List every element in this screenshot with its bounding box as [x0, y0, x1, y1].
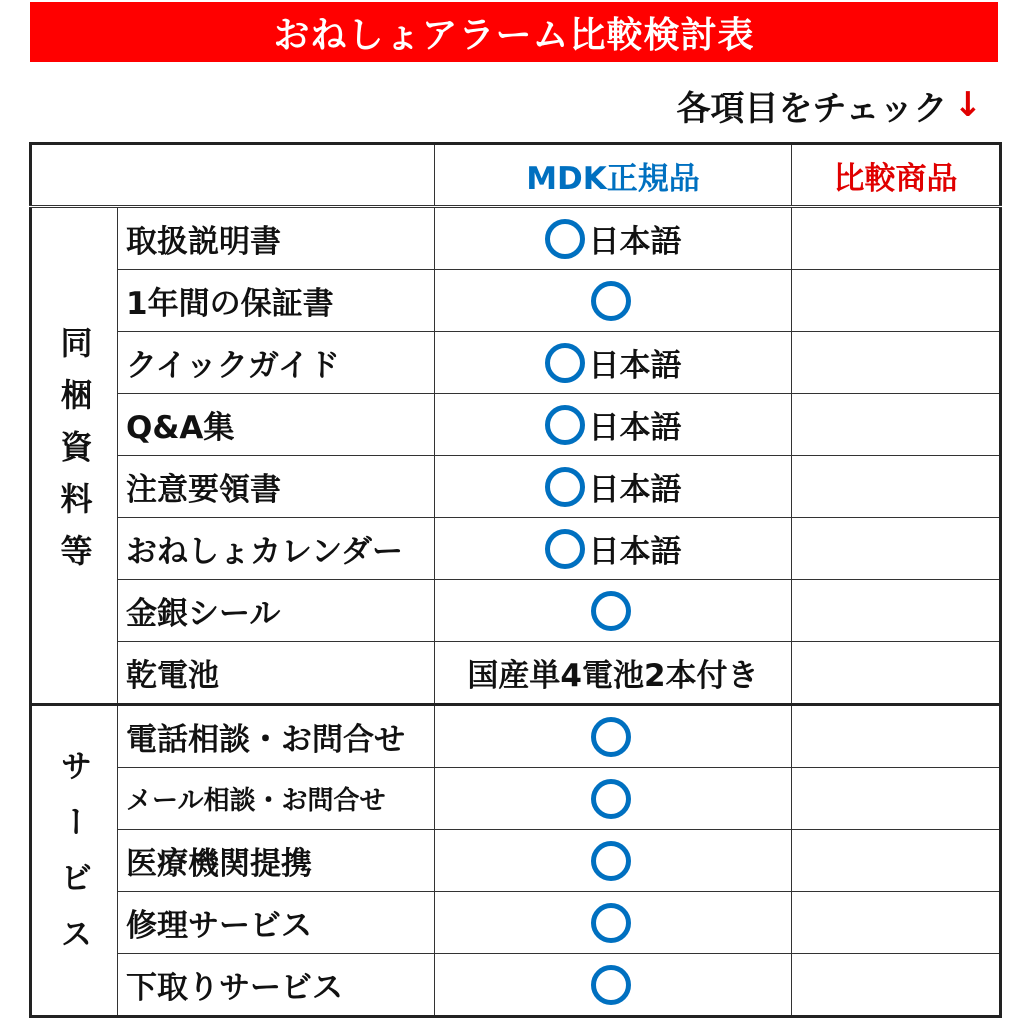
compare-value-cell[interactable]: [792, 518, 1001, 580]
header-mdk: MDK正規品: [435, 144, 792, 207]
circle-mark-icon: [545, 405, 585, 445]
mdk-value: [435, 954, 792, 1017]
compare-value-cell[interactable]: [792, 705, 1001, 768]
group-label-text: 同梱資料等: [55, 325, 94, 586]
table-row: [31, 768, 1001, 830]
mdk-value-text: 日本語: [588, 348, 682, 384]
compare-value-cell[interactable]: [792, 830, 1001, 892]
circle-mark-icon: [545, 343, 585, 383]
mdk-value: [435, 332, 792, 394]
item-label: Q&A集: [118, 394, 435, 456]
item-label: 乾電池: [118, 642, 435, 705]
mdk-value: [435, 768, 792, 830]
table-row: [31, 830, 1001, 892]
circle-mark-icon: [591, 903, 631, 943]
mdk-value: [435, 580, 792, 642]
table-row: [31, 642, 1001, 705]
mdk-value-text: 日本語: [588, 224, 682, 260]
compare-value-cell[interactable]: [792, 332, 1001, 394]
compare-value-cell[interactable]: [792, 207, 1001, 270]
table-row: [31, 207, 1001, 270]
circle-mark-icon: [591, 717, 631, 757]
table-row: [31, 954, 1001, 1017]
circle-mark-icon: [591, 779, 631, 819]
item-label: クイックガイド: [118, 332, 435, 394]
item-label: 注意要領書: [118, 456, 435, 518]
header-compare: 比較商品: [792, 144, 1001, 207]
mdk-value: [435, 394, 792, 456]
mdk-value: [435, 705, 792, 768]
group-label: [31, 207, 118, 705]
compare-value-cell[interactable]: [792, 892, 1001, 954]
table-row: [31, 518, 1001, 580]
item-label: メール相談・お問合せ: [118, 768, 435, 830]
compare-value-cell[interactable]: [792, 456, 1001, 518]
group-label: [31, 705, 118, 1017]
mdk-value-text: 日本語: [588, 410, 682, 446]
compare-value-cell[interactable]: [792, 394, 1001, 456]
page-title: おねしょアラーム比較検討表: [30, 2, 998, 62]
mdk-value: [435, 518, 792, 580]
table-row: [31, 705, 1001, 768]
table-row: [31, 394, 1001, 456]
item-label: 取扱説明書: [118, 207, 435, 270]
table-row: [31, 332, 1001, 394]
circle-mark-icon: [591, 281, 631, 321]
mdk-value: [435, 207, 792, 270]
item-label: 金銀シール: [118, 580, 435, 642]
compare-value-cell[interactable]: [792, 954, 1001, 1017]
mdk-value: [435, 642, 792, 705]
circle-mark-icon: [591, 965, 631, 1005]
check-note-text: 各項目をチェック: [676, 88, 948, 129]
compare-value-cell[interactable]: [792, 768, 1001, 830]
table-row: [31, 580, 1001, 642]
check-note: [677, 82, 982, 128]
compare-value-cell[interactable]: [792, 270, 1001, 332]
table-row: [31, 456, 1001, 518]
header-blank: [31, 144, 435, 207]
item-label: 修理サービス: [118, 892, 435, 954]
circle-mark-icon: [545, 467, 585, 507]
header-row: [31, 144, 1001, 207]
compare-value-cell[interactable]: [792, 642, 1001, 705]
table-row: [31, 892, 1001, 954]
item-label: 電話相談・お問合せ: [118, 705, 435, 768]
mdk-value: [435, 270, 792, 332]
mdk-value-text: 国産単4電池2本付き: [467, 658, 759, 694]
circle-mark-icon: [591, 841, 631, 881]
mdk-value-text: 日本語: [588, 534, 682, 570]
item-label: 医療機関提携: [118, 830, 435, 892]
mdk-value: [435, 892, 792, 954]
item-label: おねしょカレンダー: [118, 518, 435, 580]
mdk-value-text: 日本語: [588, 472, 682, 508]
down-arrow-icon: ↓: [953, 85, 982, 125]
circle-mark-icon: [545, 529, 585, 569]
group-label-text: サービス: [55, 748, 94, 973]
circle-mark-icon: [591, 591, 631, 631]
compare-value-cell[interactable]: [792, 580, 1001, 642]
mdk-value: [435, 456, 792, 518]
comparison-table: [29, 142, 1002, 1018]
mdk-value: [435, 830, 792, 892]
item-label: 下取りサービス: [118, 954, 435, 1017]
circle-mark-icon: [545, 219, 585, 259]
item-label: 1年間の保証書: [118, 270, 435, 332]
table-row: [31, 270, 1001, 332]
